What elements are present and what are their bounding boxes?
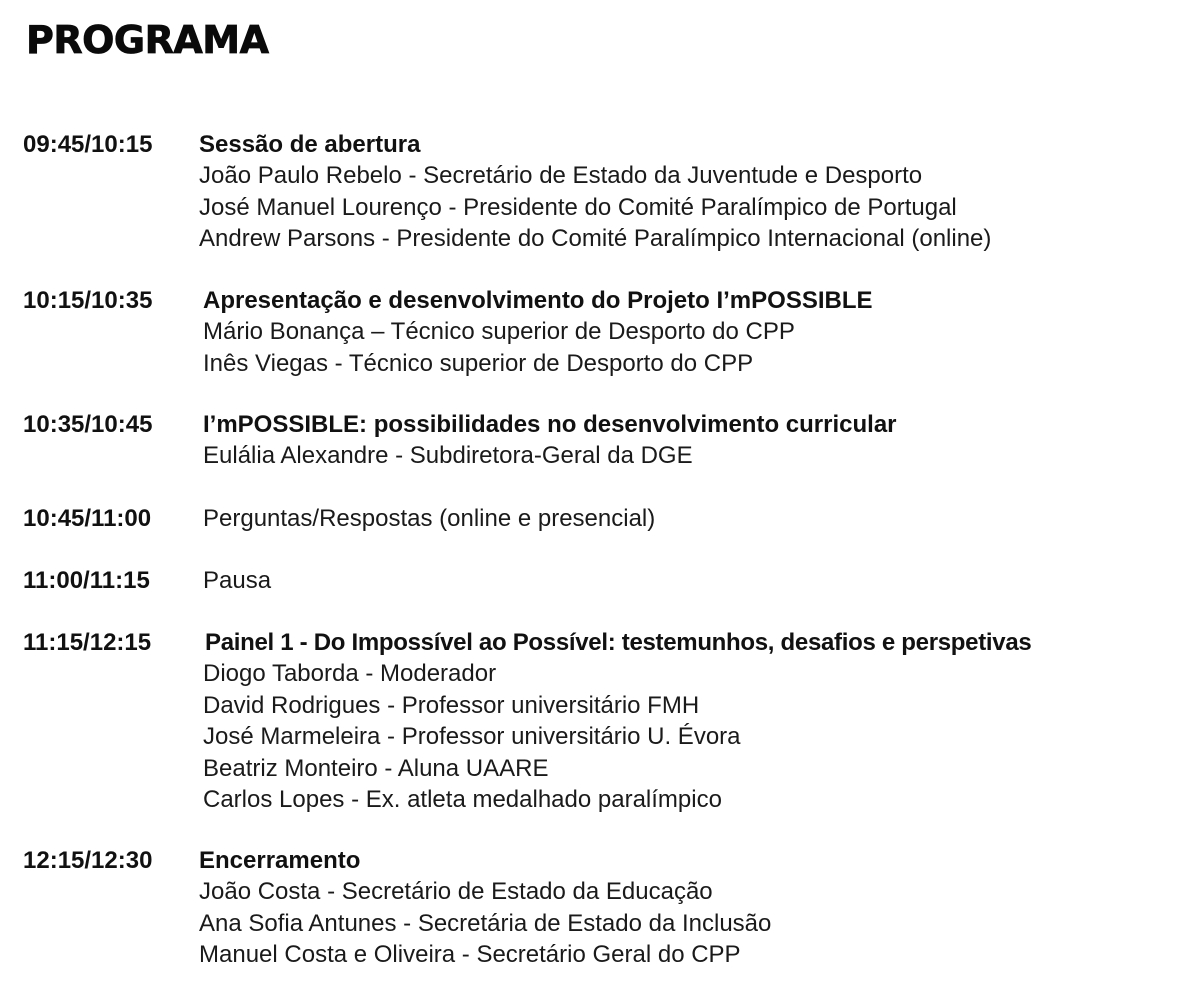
session-content	[203, 565, 271, 596]
session-time: 10:35/10:45	[23, 411, 153, 438]
speaker-line: Inês Viegas - Técnico superior de Desporto do CPP	[203, 349, 754, 377]
speaker-line: Diogo Taborda - Moderador	[203, 660, 497, 687]
speaker-line: José Marmeleira - Professor universitário U. Évora	[203, 723, 741, 750]
session-time: 10:15/10:35	[23, 287, 153, 314]
session-time: 11:00/11:15	[23, 567, 150, 594]
speaker-line: José Manuel Lourenço - Presidente do Comité Paralímpico de Portugal	[199, 193, 957, 221]
speaker-line: Andrew Parsons - Presidente do Comité Paralímpico Internacional (online)	[199, 225, 992, 252]
session-time: 10:45/11:00	[23, 505, 152, 532]
speaker-line: João Costa - Secretário de Estado da Educação	[199, 878, 713, 905]
session-title: Apresentação e desenvolvimento do Projeto I’mPOSSIBLE	[203, 287, 873, 314]
session-text: Perguntas/Respostas (online e presencial)	[203, 505, 656, 532]
speaker-line: Mário Bonança – Técnico superior de Desporto do CPP	[203, 318, 795, 345]
session-content	[205, 627, 1031, 658]
session-content	[203, 409, 897, 472]
session-content	[199, 845, 771, 971]
session-time: 09:45/10:15	[23, 131, 153, 158]
speaker-line: Eulália Alexandre - Subdiretora-Geral da DGE	[203, 442, 693, 469]
speaker-line: Ana Sofia Antunes - Secretária de Estado da Inclusão	[199, 909, 772, 937]
session-title: Painel 1 - Do Impossível ao Possível: testemunhos, desafios e perspetivas	[205, 629, 1032, 656]
session-title: I’mPOSSIBLE: possibilidades no desenvolvimento curricular	[203, 411, 897, 438]
session-speakers	[203, 658, 741, 816]
session-time: 12:15/12:30	[23, 847, 153, 874]
session-title: Sessão de abertura	[199, 131, 421, 158]
session-content	[203, 285, 873, 379]
speaker-line: Beatriz Monteiro - Aluna UAARE	[203, 754, 549, 782]
session-title: Encerramento	[199, 847, 361, 874]
speaker-line: João Paulo Rebelo - Secretário de Estado da Juventude e Desporto	[199, 162, 923, 189]
speaker-line: Carlos Lopes - Ex. atleta medalhado paralímpico	[203, 786, 722, 813]
session-text: Pausa	[203, 567, 272, 594]
session-content	[203, 503, 655, 534]
speaker-line: David Rodrigues - Professor universitário FMH	[203, 691, 700, 719]
session-content	[199, 129, 991, 255]
page-title: PROGRAMA	[26, 18, 269, 62]
session-time: 11:15/12:15	[23, 629, 152, 656]
speaker-line: Manuel Costa e Oliveira - Secretário Geral do CPP	[199, 941, 741, 968]
